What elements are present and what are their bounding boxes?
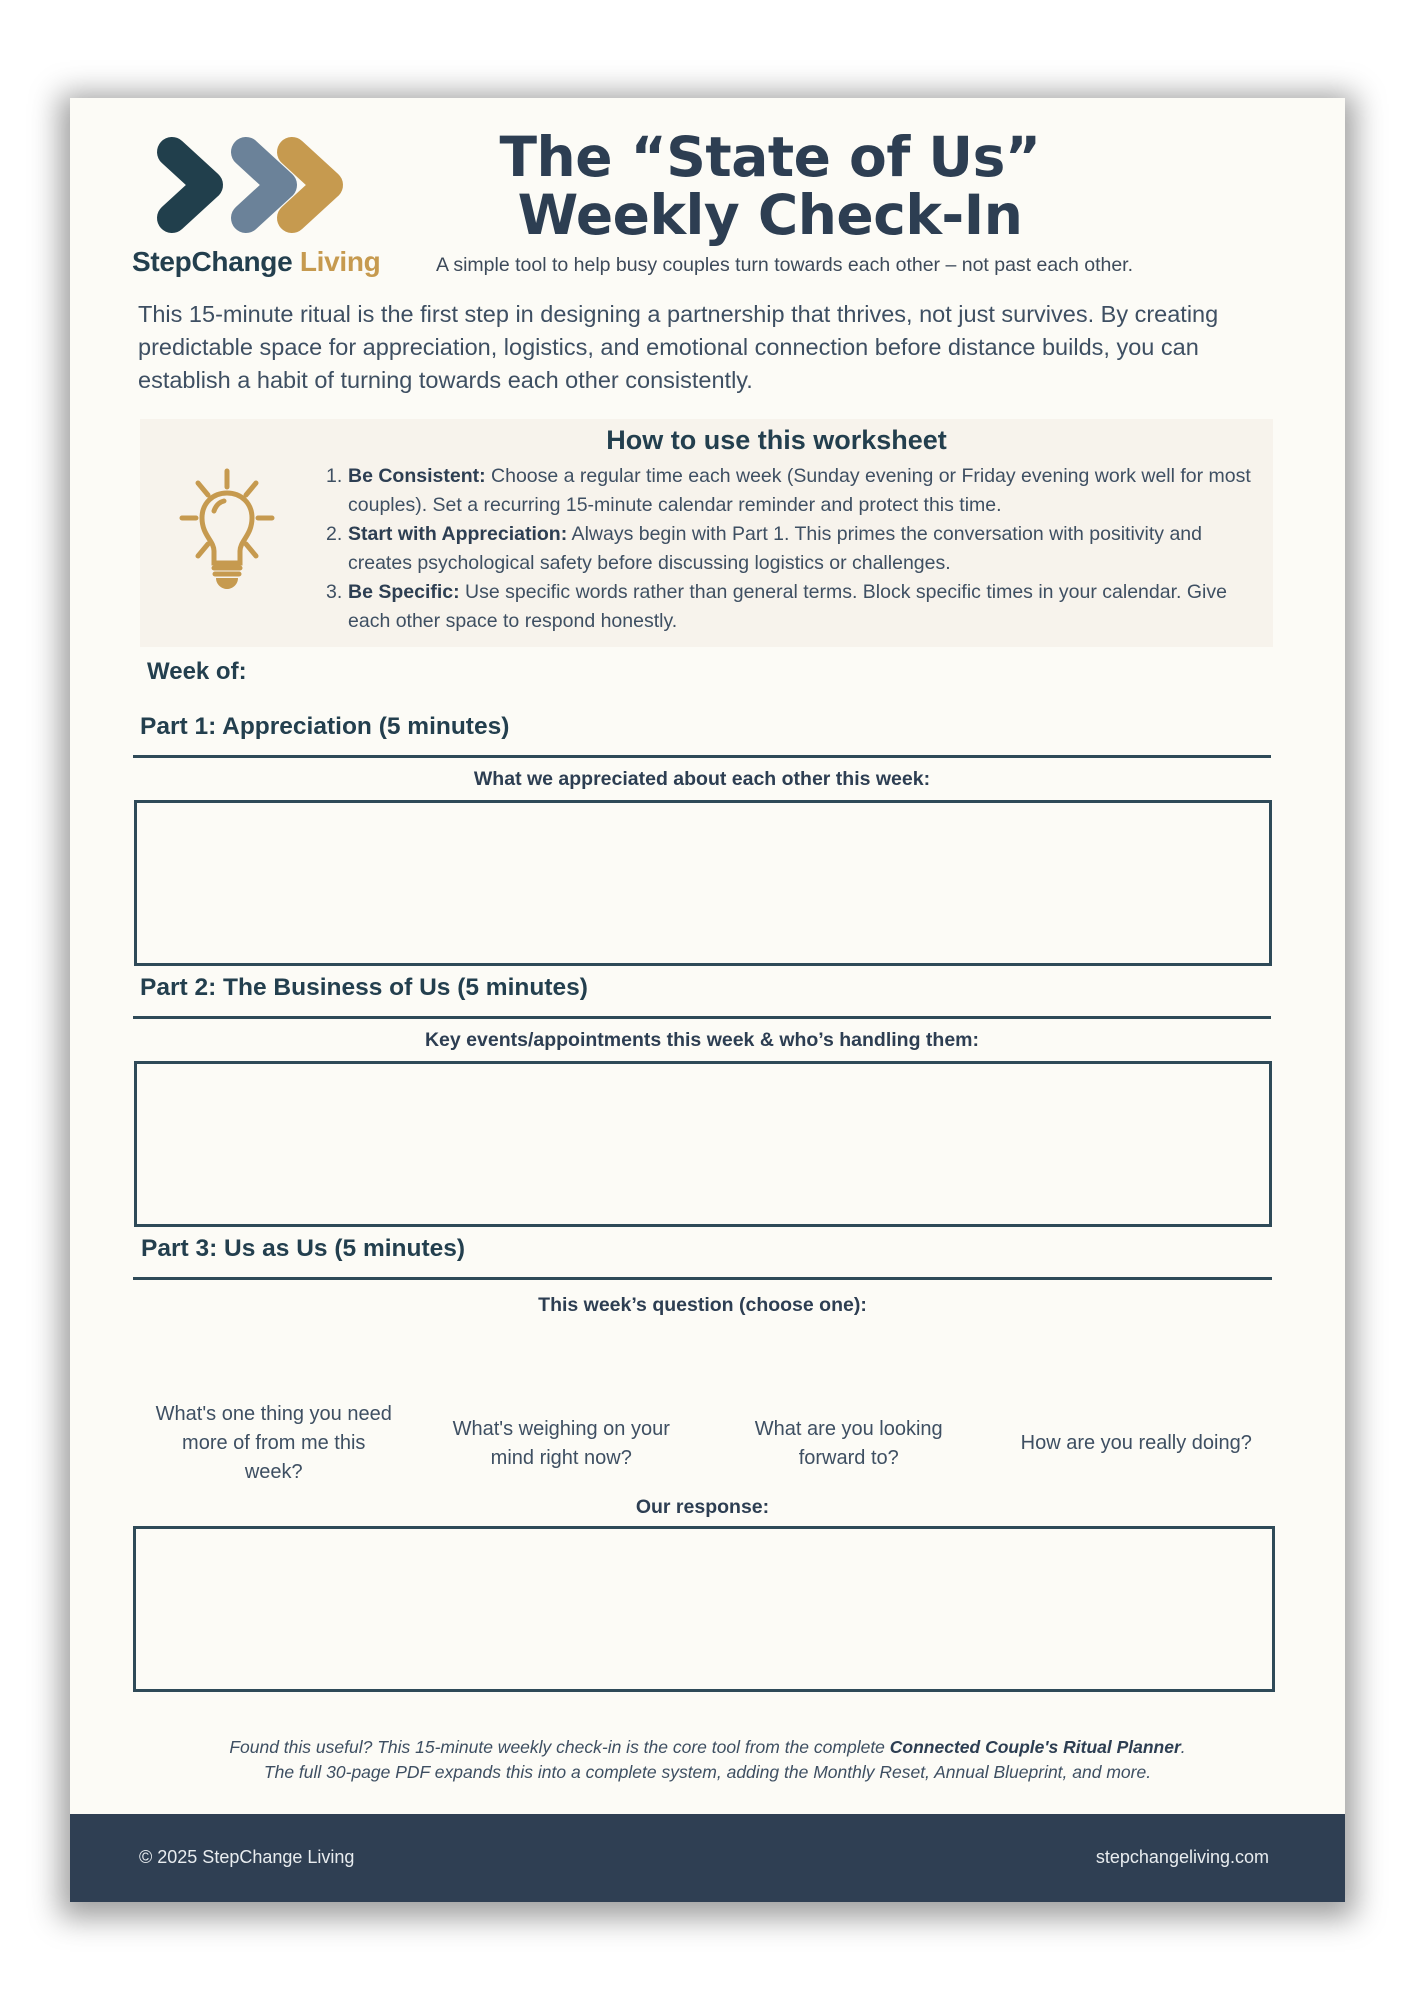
part3-divider: [133, 1277, 1272, 1280]
how-to-panel: [140, 419, 1273, 647]
week-of-field[interactable]: [265, 656, 765, 690]
how-to-item: 2. Start with Appreciation: Always begin with Part 1. This primes the conversation with positivity and creates psychological safety before discussing logistics or challenges.: [326, 523, 1202, 574]
part1-title: Part 1: Appreciation (5 minutes): [140, 713, 510, 740]
week-of-label: Week of:: [147, 658, 247, 685]
lightbulb-icon: [162, 455, 292, 605]
title-line-1: The “State of Us”: [499, 125, 1041, 189]
question-options: [130, 1400, 1280, 1487]
intro-paragraph: This 15-minute ritual is the first step in designing a partnership that thrives, not just survives. By creating predictable space for appreciation, logistics, and emotional connection before distance builds, you can establish a habit of turning towards each other consistently.: [138, 301, 1219, 393]
how-to-item: 1. Be Consistent: Choose a regular time each week (Sunday evening or Friday evening work well for most couples). Set a recurring 15-minute calendar reminder and protect this time.: [326, 465, 1251, 516]
footnote-line-2: The full 30-page PDF expands this into a complete system, adding the Monthly Reset, Annual Blueprint, and more.: [263, 1762, 1152, 1782]
footnote-line-1: Found this useful? This 15-minute weekly check-in is the core tool from the complete Connected Couple's Ritual Planner.: [229, 1737, 1186, 1757]
brand-name-part2: Living: [299, 246, 381, 277]
question-option[interactable]: What's one thing you need more of from me this week?: [155, 1403, 392, 1483]
worksheet-page: [70, 98, 1345, 1902]
part2-divider: [133, 1016, 1271, 1019]
how-to-item-text: Use specific words rather than general terms. Block specific times in your calendar. Give each other space to respond honestly.: [348, 581, 1227, 632]
question-option[interactable]: How are you really doing?: [1020, 1432, 1252, 1454]
part1-response-box[interactable]: [134, 800, 1272, 966]
how-to-item: 3. Be Specific: Use specific words rather than general terms. Block specific times in your calendar. Give each other space to respond honestly.: [326, 581, 1227, 632]
part3-title: Part 3: Us as Us (5 minutes): [141, 1235, 466, 1262]
part1-prompt: What we appreciated about each other this week:: [473, 768, 931, 790]
how-to-item-text: Choose a regular time each week (Sunday evening or Friday evening work well for most couples). Set a recurring 15-minute calendar reminder and protect this time.: [348, 465, 1251, 516]
part3-response-prompt: Our response:: [635, 1496, 770, 1518]
title-line-2: Weekly Check-In: [517, 183, 1023, 247]
how-to-item-label: Start with Appreciation:: [348, 523, 568, 545]
part3-response-box[interactable]: [133, 1526, 1275, 1692]
part2-title: Part 2: The Business of Us (5 minutes): [140, 974, 588, 1001]
copyright: © 2025 StepChange Living: [139, 1847, 355, 1867]
brand-name-part1: StepChange: [132, 246, 293, 277]
part2-response-box[interactable]: [134, 1061, 1272, 1227]
question-option[interactable]: What are you looking forward to?: [754, 1417, 943, 1469]
website-link[interactable]: stepchangeliving.com: [1095, 1847, 1269, 1867]
product-name: Connected Couple's Ritual Planner: [889, 1737, 1181, 1757]
how-to-item-text: Always begin with Part 1. This primes the conversation with positivity and creates psychological safety before discussing logistics or challenges.: [348, 523, 1202, 574]
footer-bar: [70, 1814, 1345, 1902]
how-to-item-label: Be Consistent:: [348, 465, 486, 487]
question-option[interactable]: What's weighing on your mind right now?: [452, 1417, 670, 1469]
subtitle: A simple tool to help busy couples turn towards each other – not past each other.: [436, 254, 1134, 276]
part1-divider: [133, 755, 1271, 758]
part3-question-prompt: This week’s question (choose one):: [538, 1294, 867, 1316]
brand-name: [132, 246, 381, 278]
page-title: [450, 125, 1090, 247]
how-to-title: How to use this worksheet: [606, 425, 947, 455]
footnote: [110, 1735, 1305, 1785]
part2-prompt: Key events/appointments this week & who’s handling them:: [424, 1029, 980, 1051]
how-to-item-label: Be Specific:: [348, 581, 460, 603]
stepchange-logo-icon: [150, 130, 350, 240]
how-to-list: [326, 462, 1256, 636]
